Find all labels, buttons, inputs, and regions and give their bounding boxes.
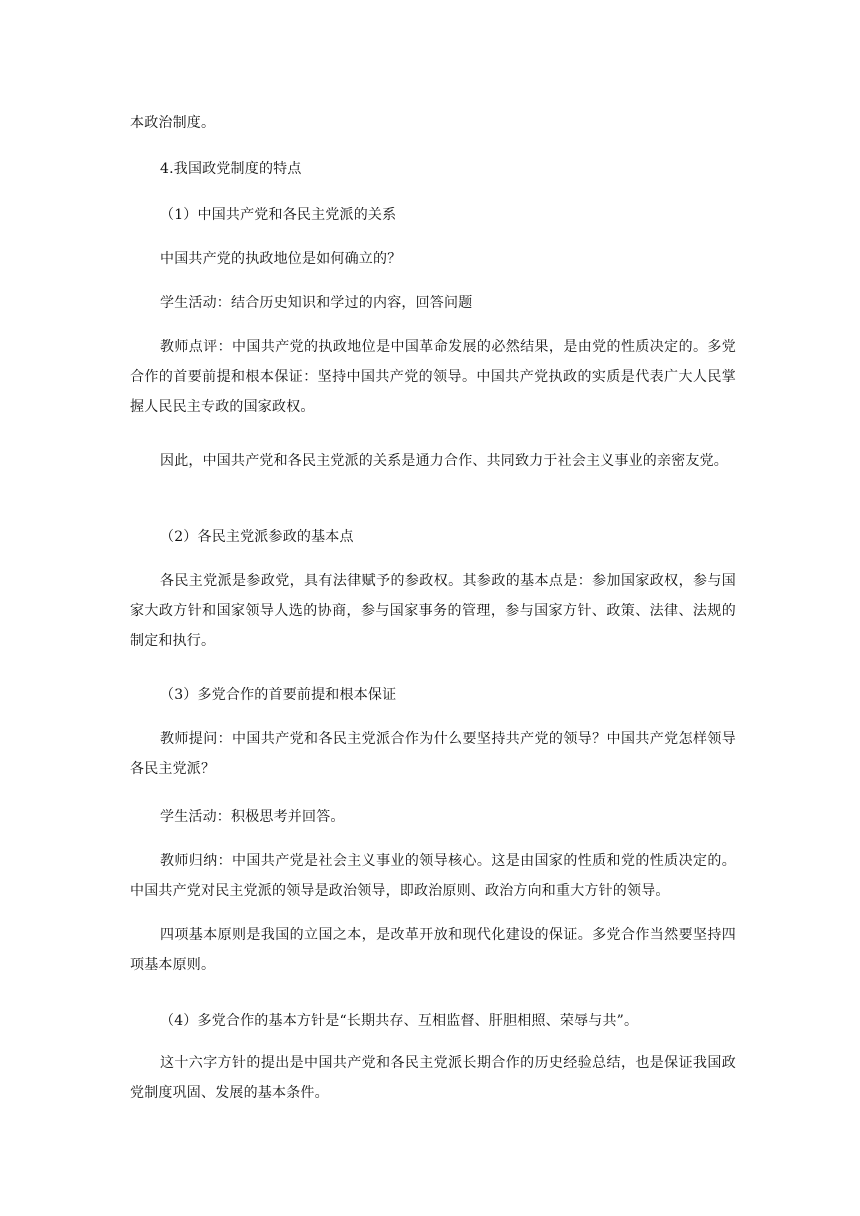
- subheading-policy: （4）多党合作的基本方针是“长期共存、互相监督、肝胆相照、荣辱与共”。: [160, 1013, 639, 1029]
- four-principles: 四项基本原则是我国的立国之本，是改革开放和现代化建设的保证。多党合作当然要坚持四项基本原则。: [130, 927, 736, 973]
- policy-summary: 这十六字方针的提出是中国共产党和各民主党派长期合作的历史经验总结，也是保证我国政党制度巩固、发展的基本条件。: [130, 1055, 736, 1101]
- paragraph-continuation: 本政治制度。: [130, 115, 216, 131]
- teacher-question: 教师提问：中国共产党和各民主党派合作为什么要坚持共产党的领导？中国共产党怎样领导各民主党派？: [130, 731, 736, 777]
- conclusion-relationship: 因此，中国共产党和各民主党派的关系是通力合作、共同致力于社会主义事业的亲密友党。: [160, 453, 728, 469]
- subheading-relationship: （1）中国共产党和各民主党派的关系: [160, 207, 397, 223]
- student-activity-2: 学生活动：积极思考并回答。: [160, 809, 345, 825]
- subheading-participation: （2）各民主党派参政的基本点: [160, 529, 354, 545]
- question-ruling-status: 中国共产党的执政地位是如何确立的？: [160, 251, 402, 267]
- student-activity-1: 学生活动：结合历史知识和学过的内容，回答问题: [160, 295, 473, 311]
- teacher-summary: 教师归纳：中国共产党是社会主义事业的领导核心。这是由国家的性质和党的性质决定的。中国共产党对民主党派的领导是政治领导，即政治原则、政治方向和重大方针的领导。: [130, 853, 736, 899]
- subheading-premise: （3）多党合作的首要前提和根本保证: [160, 687, 397, 703]
- teacher-comment: 教师点评：中国共产党的执政地位是中国革命发展的必然结果，是由党的性质决定的。多党合作的首要前提和根本保证：坚持中国共产党的领导。中国共产党执政的实质是代表广大人民掌握人民民主专政的国家政权。: [130, 339, 736, 415]
- participation-basics: 各民主党派是参政党，具有法律赋予的参政权。其参政的基本点是：参加国家政权，参与国家大政方针和国家领导人选的协商，参与国家事务的管理，参与国家方针、政策、法律、法规的制定和执行。: [130, 573, 736, 649]
- section-heading-features: 4.我国政党制度的特点: [160, 161, 302, 177]
